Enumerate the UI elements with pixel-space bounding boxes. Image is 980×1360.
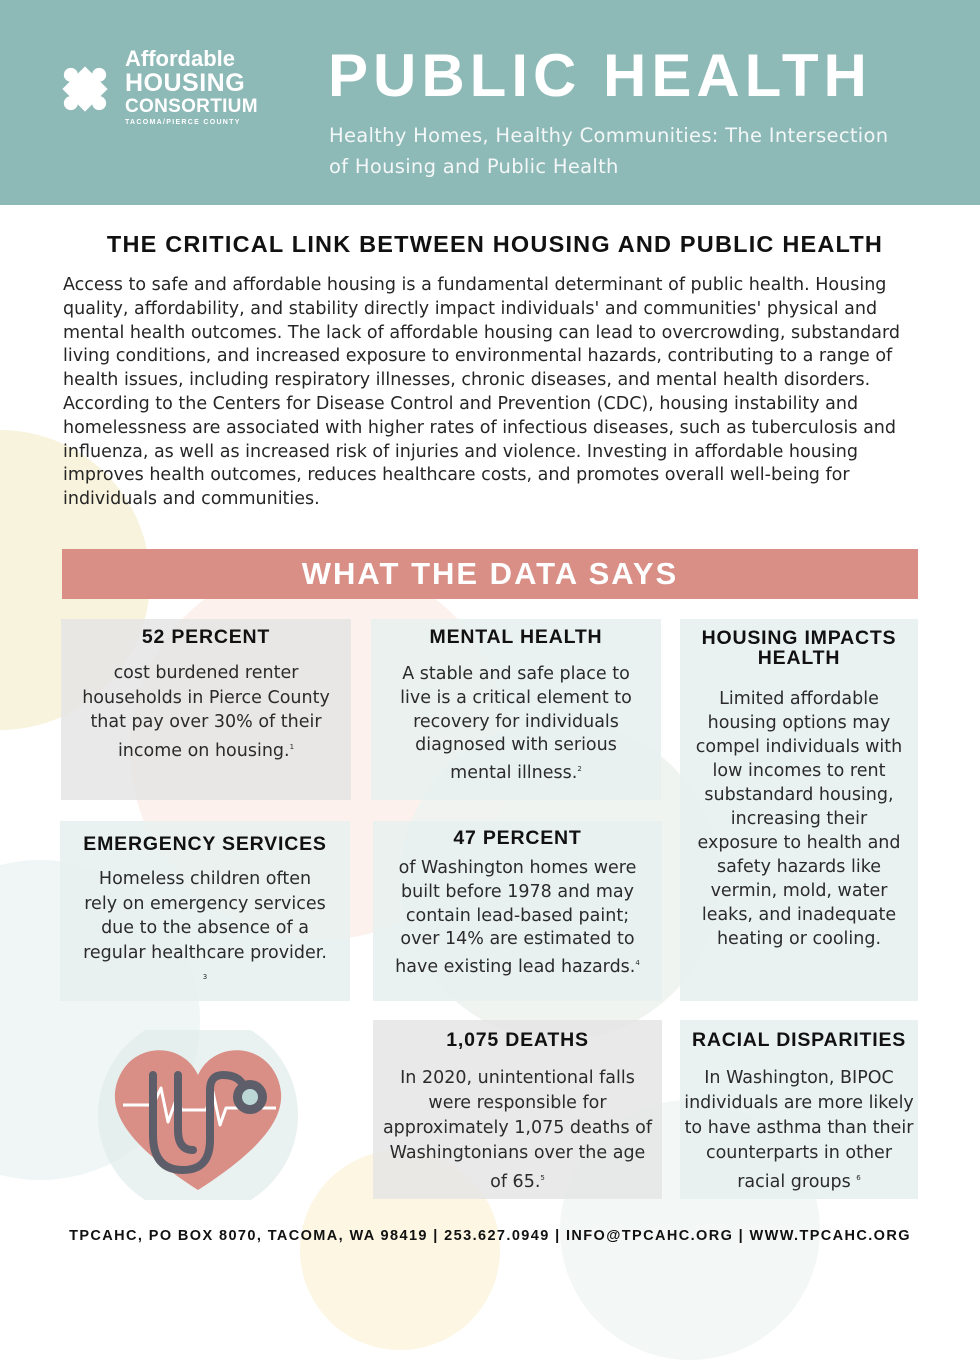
card-title: 1,075 DEATHS (446, 1029, 589, 1051)
page-subtitle: Healthy Homes, Healthy Communities: The Intersection of Housing and Public Health (329, 124, 889, 178)
section-heading: THE CRITICAL LINK BETWEEN HOUSING AND PUBLIC HEALTH (106, 231, 884, 257)
card-title: MENTAL HEALTH (429, 626, 603, 648)
card-title: 52 PERCENT (141, 626, 271, 648)
card-text: cost burdened renter households in Pierce County that pay over 30% of their income on housing.$^1$ (82, 663, 330, 761)
footnote-ref: 4 (635, 959, 640, 968)
footnote-ref: 1 (289, 742, 295, 751)
card-title: HOUSING IMPACTS HEALTH (701, 627, 897, 669)
footnote-ref: 2 (577, 765, 582, 774)
card-mental-health (371, 619, 661, 800)
card-title: 47 PERCENT (453, 827, 582, 849)
logo-line-consortium: CONSORTIUM (125, 96, 258, 117)
data-banner: WHAT THE DATA SAYS (62, 549, 918, 599)
logo-line-housing: HOUSING (125, 69, 246, 97)
card-housing-impacts (680, 619, 918, 1001)
card-emergency-services (60, 821, 350, 1001)
card-text: A stable and safe place to live is a critical element to recovery for individuals diagnosed with serious mental illness.$^2$ (400, 664, 632, 784)
header-band (0, 0, 980, 205)
card-text: Homeless children often rely on emergency services due to the absence of a regular healthcare provider. $^3$ (83, 869, 327, 981)
card-title: EMERGENCY SERVICES (83, 833, 327, 855)
card-52-percent (61, 619, 351, 800)
consortium-logo (52, 48, 282, 138)
card-text: Limited affordable housing options may compel individuals with low incomes to rent substandard housing, increasing their exposure to health and safety hazards like vermin, mold, water leaks, and inadequate heating or cooling. (695, 689, 903, 949)
footnote-ref: 3 (202, 973, 208, 981)
card-title: RACIAL DISPARITIES (691, 1029, 907, 1051)
footnote-ref: 5 (540, 1174, 545, 1182)
card-text: In 2020, unintentional falls were responsible for approximately 1,075 deaths of Washingtonians over the age of 65.$^5$ (382, 1068, 653, 1192)
logo-line-affordable: Affordable (125, 46, 235, 71)
puzzle-piece-icon (52, 56, 118, 122)
card-1075-deaths (373, 1020, 662, 1199)
card-racial-disparities (680, 1020, 918, 1199)
card-text: of Washington homes were built before 1978 and may contain lead-based paint; over 14% are estimated to have existing lead hazards.$^4$ (395, 858, 640, 978)
intro-paragraph: Access to safe and affordable housing is a fundamental determinant of public health. Housing quality, affordability, and stability directly impact individuals' and communities' physical and mental health outcomes. The lack of affordable housing can lead to overcrowding, substandard living conditions, and increased exposure to environmental hazards, contributing to a range of health issues, including respiratory illnesses, chronic diseases, and mental health disorders. According to the Centers for Disease Control and Prevention (CDC), housing instability and homelessness are associated with higher rates of infectious diseases, such as tuberculosis and influenza, as well as increased risk of injuries and violence. Investing in affordable housing improves health outcomes, reduces healthcare costs, and promotes overall well-being for individuals and communities. (63, 275, 900, 510)
page-title: PUBLIC HEALTH (328, 42, 872, 109)
heart-stethoscope-icon (98, 1030, 298, 1200)
logo-line-location: TACOMA/PIERCE COUNTY (125, 119, 241, 126)
card-text: In Washington, BIPOC individuals are more likely to have asthma than their counterparts in other racial groups $^6$ (684, 1068, 914, 1192)
footnote-ref: 6 (856, 1174, 861, 1182)
footer-contact: TPCAHC, PO BOX 8070, TACOMA, WA 98419 | 253.627.0949 | INFO@TPCAHC.ORG | WWW.TPCAHC.ORG (69, 1228, 911, 1244)
card-47-percent (373, 821, 662, 1001)
